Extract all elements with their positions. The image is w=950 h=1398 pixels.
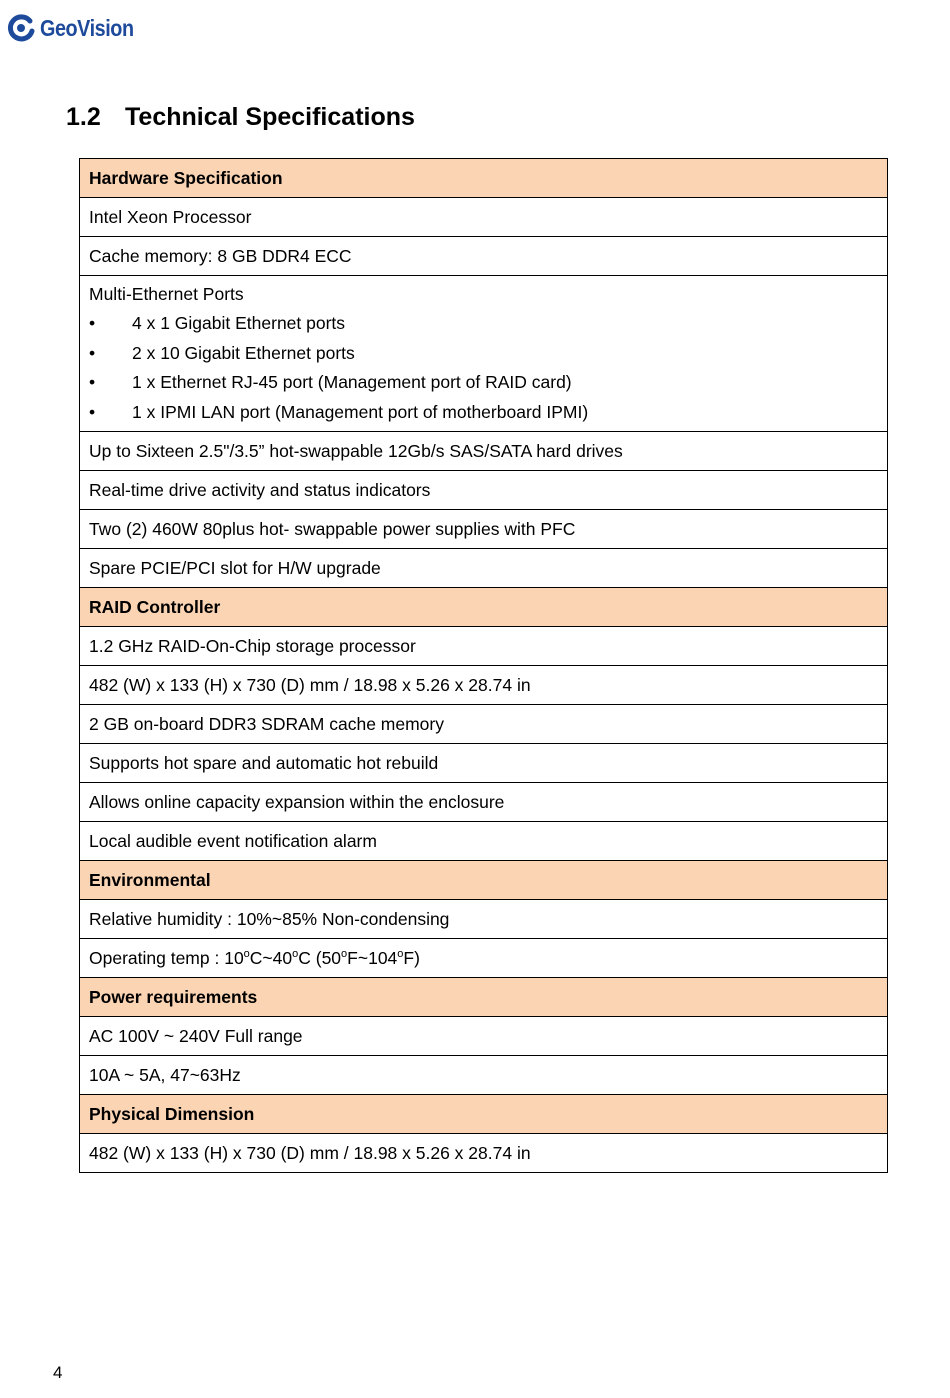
ethernet-item: 1 x IPMI LAN port (Management port of motherboard IPMI) (132, 401, 589, 422)
table-row (80, 198, 888, 237)
section-title-hardware: Hardware Specification (80, 159, 888, 198)
ethernet-item: 4 x 1 Gigabit Ethernet ports (132, 313, 346, 333)
degree-mark: o (341, 948, 348, 961)
table-row (80, 276, 888, 432)
section-title-environmental: Environmental (80, 861, 888, 900)
table-row (80, 705, 888, 744)
temp-text: Operating temp : 10 (89, 948, 244, 968)
brand-logo (6, 8, 149, 48)
table-row (80, 900, 888, 939)
spec-operating-temp (80, 939, 888, 978)
section-row-power (80, 978, 888, 1017)
list-item (89, 372, 887, 402)
spec-ethernet (80, 276, 888, 432)
spec-power-supplies: Two (2) 460W 80plus hot- swappable power supplies with PFC (80, 510, 888, 549)
spec-cache: Cache memory: 8 GB DDR4 ECC (80, 237, 888, 276)
spec-table (79, 158, 888, 1173)
table-row (80, 1134, 888, 1173)
spec-drives: Up to Sixteen 2.5"/3.5” hot-swappable 12Gb/s SAS/SATA hard drives (80, 432, 888, 471)
logo-text: GeoVision (40, 14, 134, 41)
table-row (80, 1017, 888, 1056)
ethernet-list (89, 313, 887, 431)
spec-raid-item: Local audible event notification alarm (80, 822, 888, 861)
section-title: Technical Specifications (125, 103, 415, 131)
spec-raid-item: Allows online capacity expansion within the enclosure (80, 783, 888, 822)
table-row (80, 744, 888, 783)
ethernet-item: 1 x Ethernet RJ-45 port (Management port of RAID card) (132, 372, 572, 392)
section-title-raid: RAID Controller (80, 588, 888, 627)
section-row-hardware (80, 159, 888, 198)
spec-indicators: Real-time drive activity and status indicators (80, 471, 888, 510)
temp-text: C~40 (249, 948, 293, 968)
degree-mark: o (397, 948, 404, 961)
bullet-mark: • (89, 401, 96, 422)
section-title-power: Power requirements (80, 978, 888, 1017)
section-heading (66, 99, 415, 135)
table-row (80, 237, 888, 276)
section-row-physical (80, 1095, 888, 1134)
bullet-mark: • (89, 313, 96, 333)
bullet-mark: • (89, 372, 96, 392)
spec-raid-item: 2 GB on-board DDR3 SDRAM cache memory (80, 705, 888, 744)
temp-text: F~104 (347, 948, 398, 968)
section-row-raid (80, 588, 888, 627)
page-number: 4 (53, 1363, 63, 1382)
degree-mark: o (243, 948, 250, 961)
geovision-swirl-icon (6, 13, 36, 43)
table-row (80, 783, 888, 822)
section-row-environmental (80, 861, 888, 900)
table-row (80, 1056, 888, 1095)
list-item (89, 313, 887, 343)
temp-text: C (50 (298, 948, 342, 968)
spec-physical-item: 482 (W) x 133 (H) x 730 (D) mm / 18.98 x 5.26 x 28.74 in (80, 1134, 888, 1173)
section-title-physical: Physical Dimension (80, 1095, 888, 1134)
table-row (80, 510, 888, 549)
spec-processor: Intel Xeon Processor (80, 198, 888, 237)
ethernet-title: Multi-Ethernet Ports (89, 284, 244, 304)
spec-slot: Spare PCIE/PCI slot for H/W upgrade (80, 549, 888, 588)
table-row (80, 627, 888, 666)
spec-raid-item: 1.2 GHz RAID-On-Chip storage processor (80, 627, 888, 666)
temp-text: F) (403, 948, 420, 968)
table-row (80, 666, 888, 705)
spec-raid-item: Supports hot spare and automatic hot rebuild (80, 744, 888, 783)
spec-power-item: 10A ~ 5A, 47~63Hz (80, 1056, 888, 1095)
spec-raid-item: 482 (W) x 133 (H) x 730 (D) mm / 18.98 x 5.26 x 28.74 in (80, 666, 888, 705)
section-number: 1.2 (66, 103, 101, 131)
table-row (80, 822, 888, 861)
spec-power-item: AC 100V ~ 240V Full range (80, 1017, 888, 1056)
ethernet-item: 2 x 10 Gigabit Ethernet ports (132, 342, 355, 363)
table-row (80, 939, 888, 978)
table-row (80, 549, 888, 588)
bullet-mark: • (89, 342, 96, 363)
spec-humidity: Relative humidity : 10%~85% Non-condensing (80, 900, 888, 939)
list-item (89, 402, 887, 432)
degree-mark: o (292, 948, 299, 961)
table-row (80, 432, 888, 471)
table-row (80, 471, 888, 510)
list-item (89, 343, 887, 373)
